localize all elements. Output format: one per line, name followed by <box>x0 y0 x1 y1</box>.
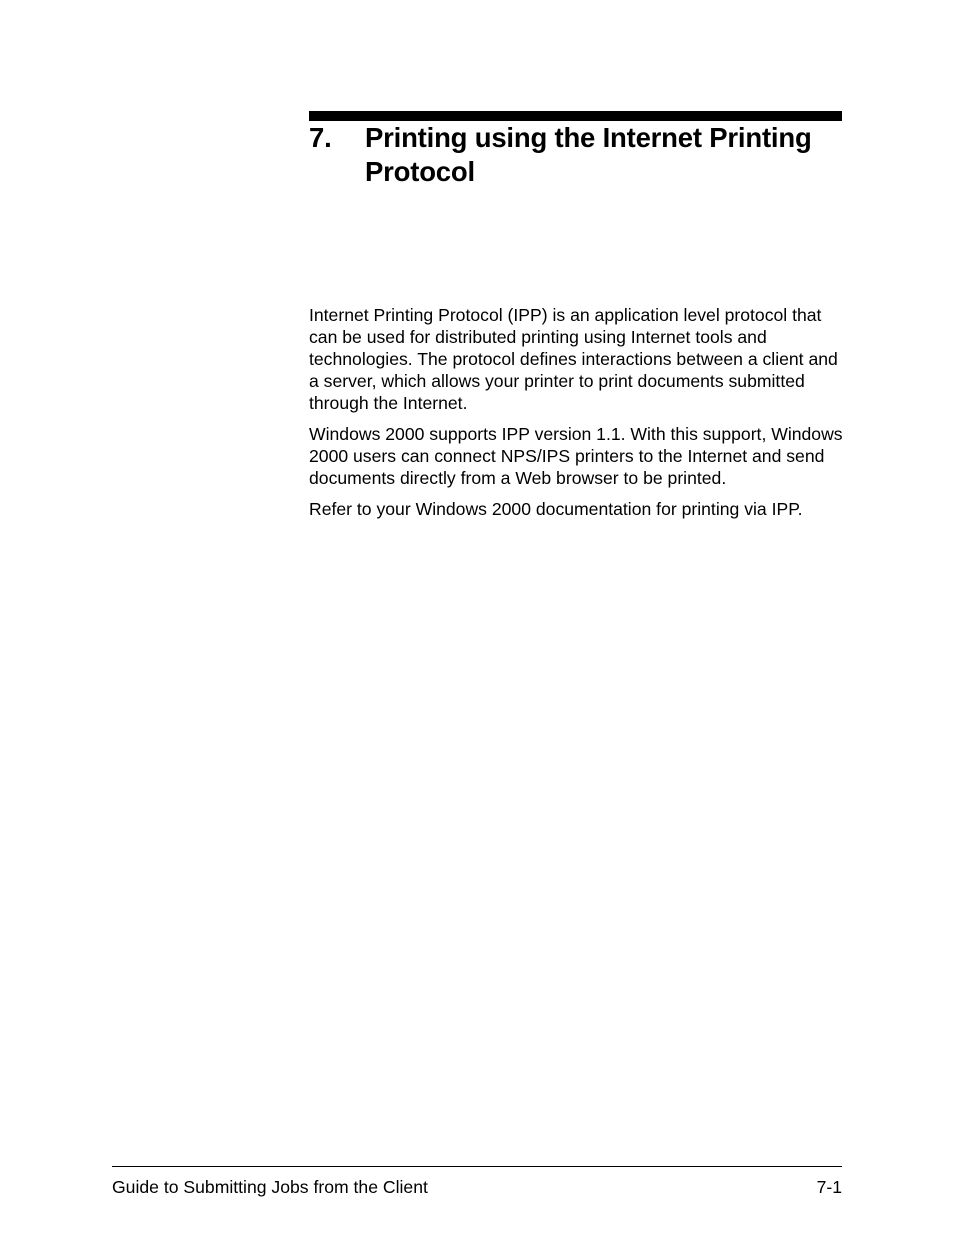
paragraph-ipp-intro: Internet Printing Protocol (IPP) is an application level protocol that can be used for distributed printing using Internet tools and technologies. The protocol defines interactions between a client and a server, which allows your printer to print documents submitted through the Internet. <box>309 305 838 413</box>
page-number: 7-1 <box>816 1177 842 1197</box>
chapter-title-line-2: Protocol <box>365 156 475 187</box>
chapter-number: 7. <box>309 122 332 153</box>
footer-rule <box>112 1166 842 1167</box>
paragraph-refer-docs: Refer to your Windows 2000 documentation for printing via IPP. <box>309 499 803 519</box>
chapter-heading <box>309 121 849 189</box>
paragraph-windows-support: Windows 2000 supports IPP version 1.1. With this support, Windows 2000 users can connect NPS/IPS printers to the Internet and send documents directly from a Web browser to be printed. <box>309 424 843 488</box>
footer-title: Guide to Submitting Jobs from the Client <box>112 1177 428 1197</box>
chapter-title-line-1: Printing using the Internet Printing <box>365 122 812 153</box>
body-text <box>309 304 849 529</box>
chapter-title <box>365 121 849 189</box>
chapter-heading-rule <box>309 111 842 121</box>
